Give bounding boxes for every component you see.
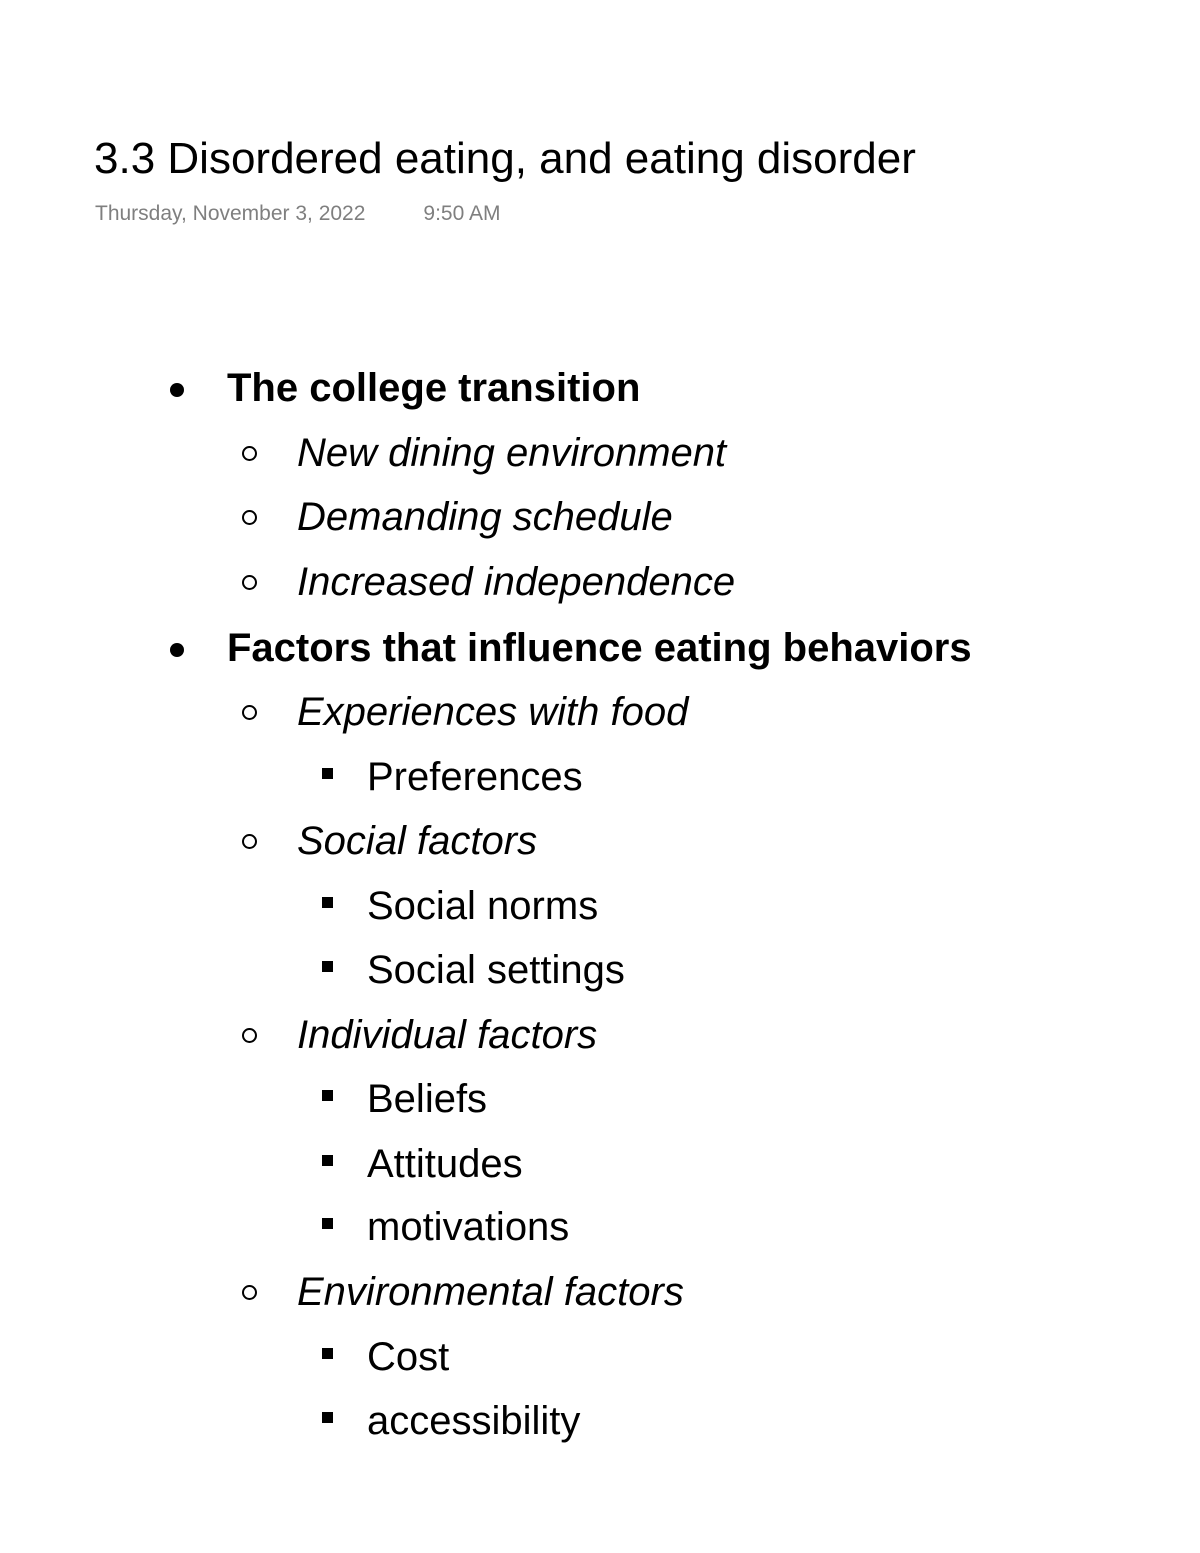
outline-subitem-label: New dining environment <box>297 431 727 475</box>
bullet-circle-icon <box>242 575 257 590</box>
bullet-square-icon <box>322 961 333 972</box>
bullet-disc-icon <box>170 383 184 397</box>
outline-subitem-label: Increased independence <box>297 560 736 604</box>
outline-detail-label: Beliefs <box>367 1077 488 1121</box>
outline-subitem <box>240 550 735 614</box>
bullet-circle-icon <box>242 510 257 525</box>
outline-detail-label: Social settings <box>367 948 625 992</box>
outline-detail <box>320 1067 487 1131</box>
outline-subitem <box>240 1260 684 1324</box>
bullet-square-icon <box>322 1412 333 1423</box>
outline-detail-label: Preferences <box>367 755 583 799</box>
outline-subitem-label: Individual factors <box>297 1013 598 1057</box>
outline-detail <box>320 1389 580 1453</box>
bullet-circle-icon <box>242 446 257 461</box>
bullet-disc-icon <box>170 643 184 657</box>
outline-detail-label: Attitudes <box>367 1142 523 1186</box>
bullet-square-icon <box>322 768 333 779</box>
outline-subitem <box>240 485 673 549</box>
outline-subitem-label: Environmental factors <box>297 1270 684 1314</box>
outline-detail <box>320 1195 569 1259</box>
bullet-square-icon <box>322 1348 333 1359</box>
outline-heading: The college transition <box>227 366 641 410</box>
outline-detail <box>320 745 583 809</box>
outline-heading: Factors that influence eating behaviors <box>227 626 972 670</box>
page-title: 3.3 Disordered eating, and eating disorder <box>94 134 916 183</box>
bullet-square-icon <box>322 1090 333 1101</box>
bullet-circle-icon <box>242 834 257 849</box>
outline-subitem <box>240 680 688 744</box>
bullet-square-icon <box>322 1155 333 1166</box>
outline-detail-label: accessibility <box>367 1399 581 1443</box>
outline-item-college-transition <box>170 356 640 420</box>
note-time: 9:50 AM <box>423 202 501 225</box>
bullet-square-icon <box>322 1218 333 1229</box>
outline-subitem <box>240 809 537 873</box>
bullet-square-icon <box>322 897 333 908</box>
outline-detail <box>320 938 625 1002</box>
outline-detail <box>320 874 598 938</box>
outline-detail-label: Social norms <box>367 884 599 928</box>
outline-subitem-label: Experiences with food <box>297 690 689 734</box>
bullet-circle-icon <box>242 705 257 720</box>
outline-detail-label: Cost <box>367 1335 450 1379</box>
outline-subitem <box>240 1003 597 1067</box>
note-date: Thursday, November 3, 2022 <box>95 202 366 225</box>
page-timestamp <box>95 201 500 227</box>
bullet-circle-icon <box>242 1285 257 1300</box>
outline-item-factors <box>170 616 972 680</box>
outline-detail-label: motivations <box>367 1205 570 1249</box>
outline-subitem-label: Demanding schedule <box>297 495 673 539</box>
bullet-circle-icon <box>242 1028 257 1043</box>
outline-subitem-label: Social factors <box>297 819 538 863</box>
outline-detail <box>320 1132 523 1196</box>
outline-detail <box>320 1325 449 1389</box>
outline-subitem <box>240 421 726 485</box>
